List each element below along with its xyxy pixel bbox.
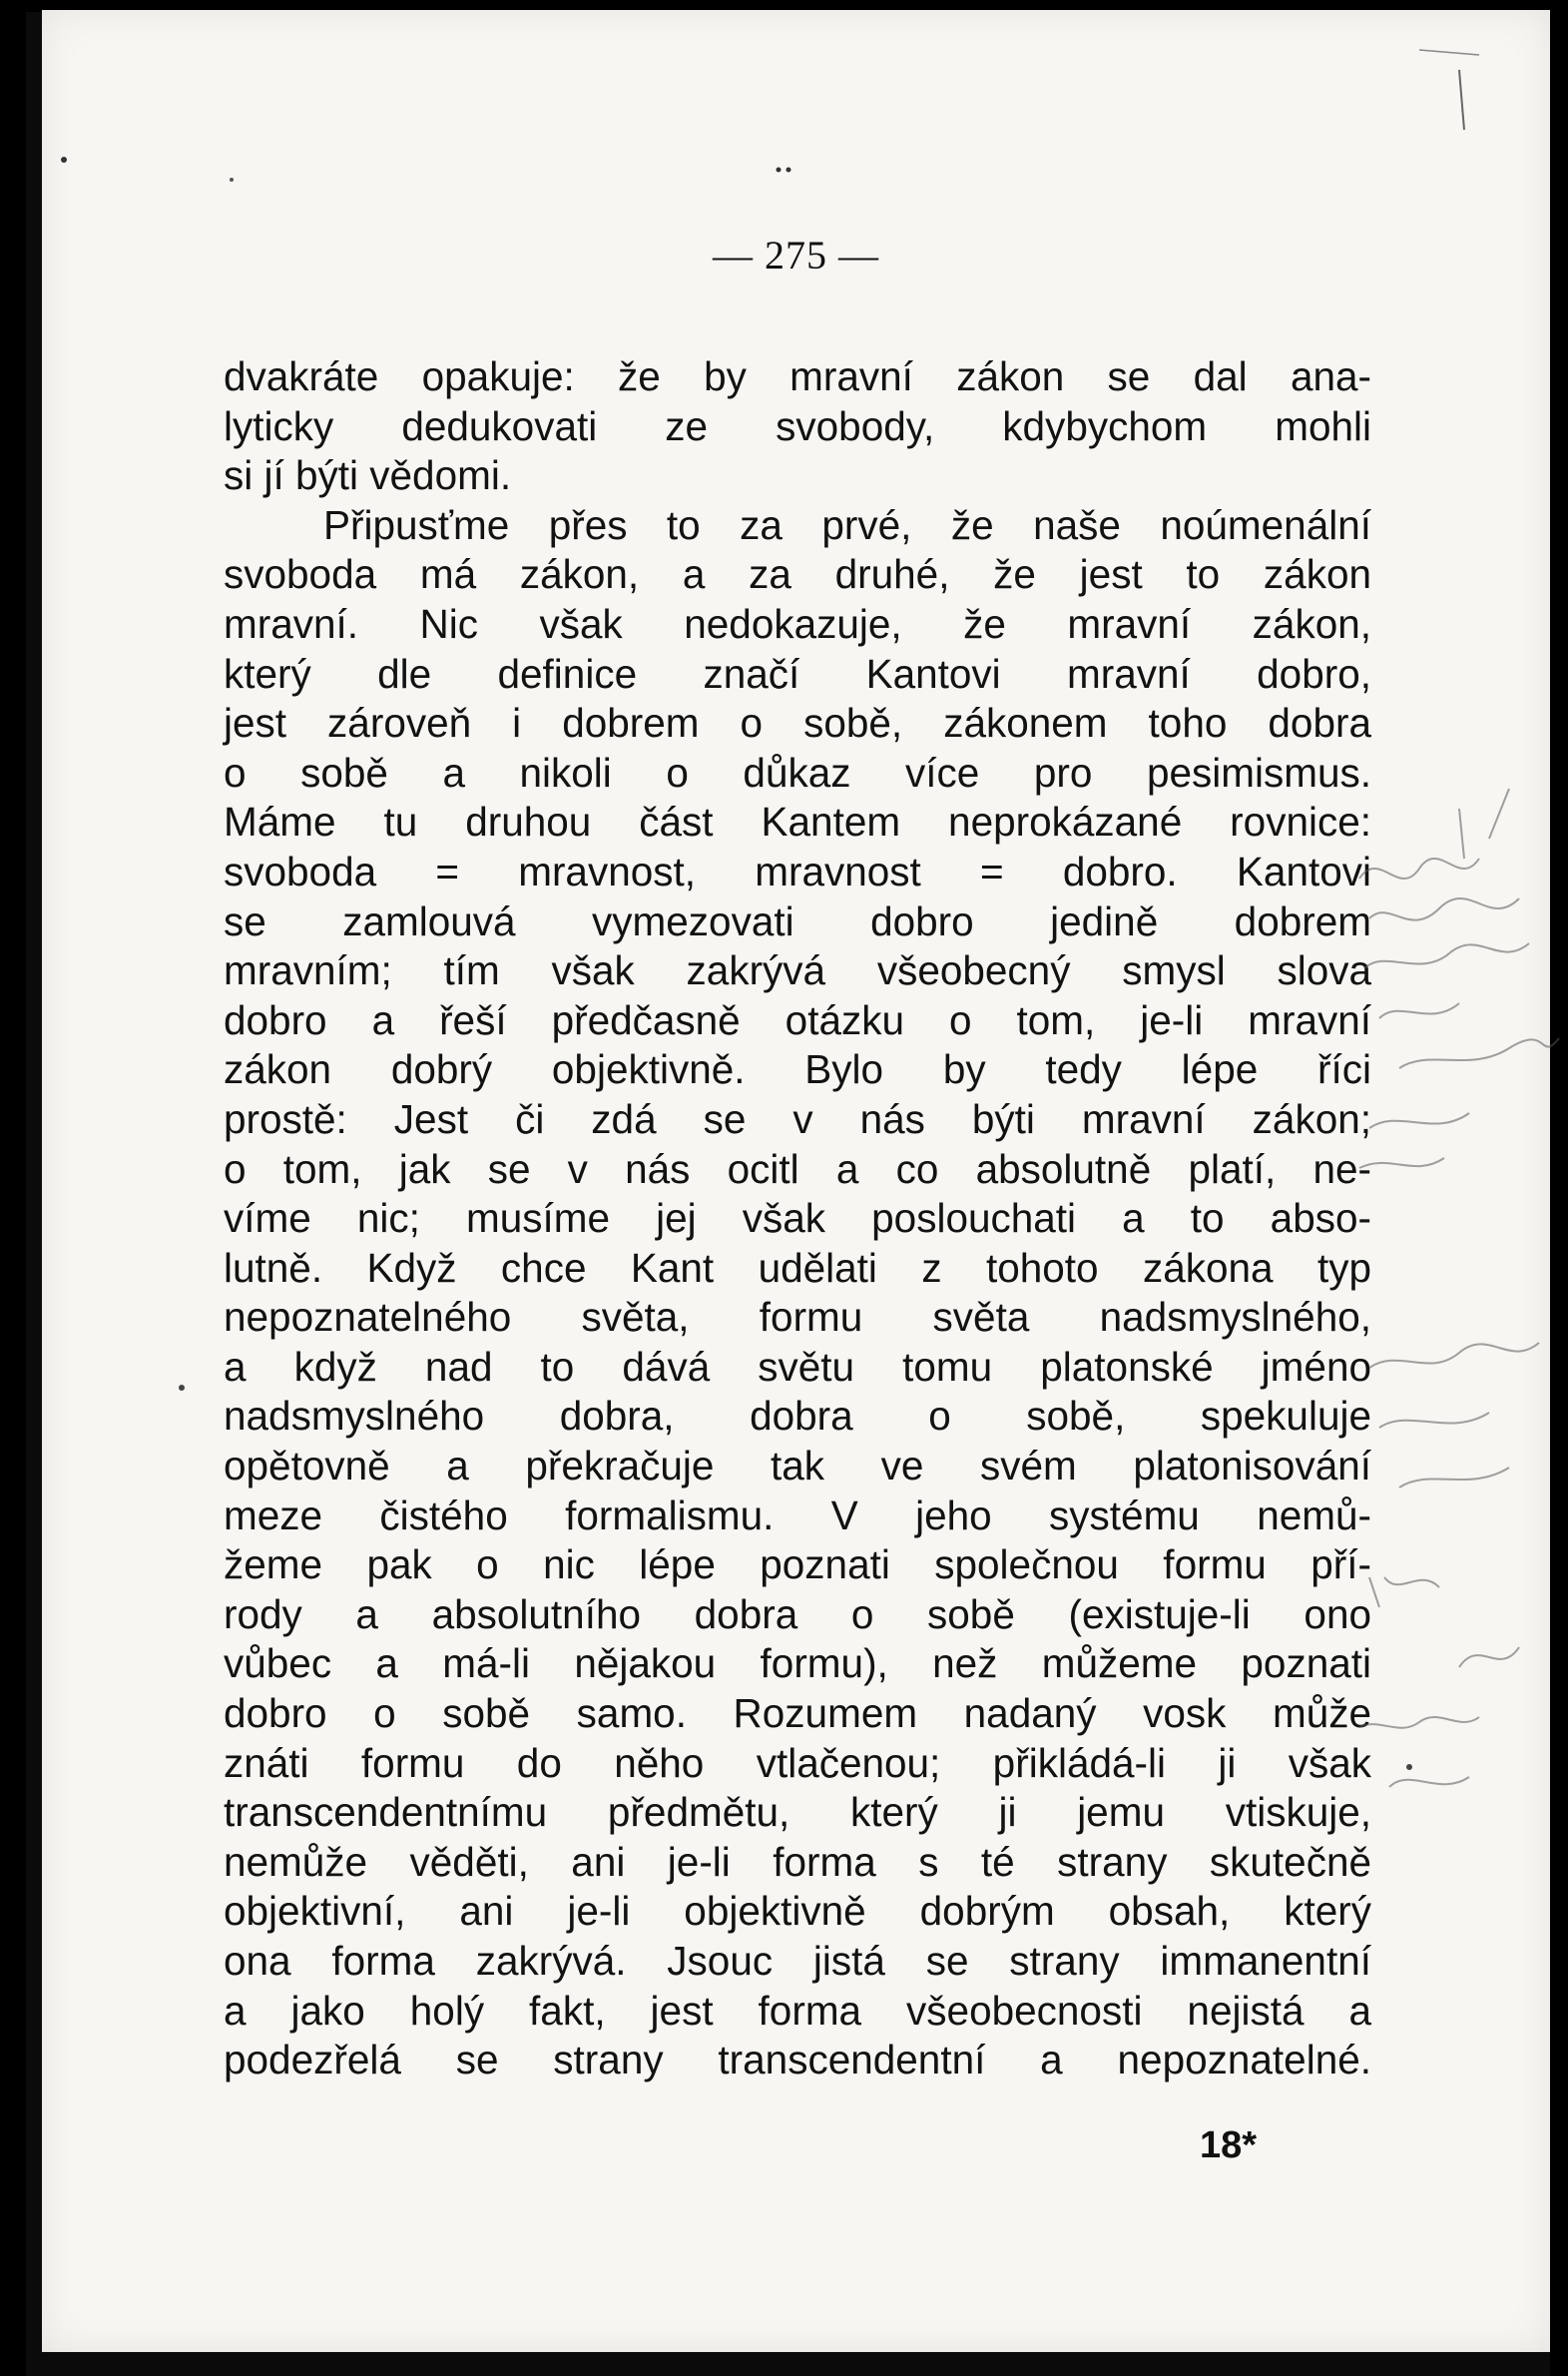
text-line: žeme pak o nic lépe poznati společnou formu pří- xyxy=(224,1541,1371,1588)
text-line: ona forma zakrývá. Jsouc jistá se strany immanentní xyxy=(224,1938,1371,1984)
text-line: Připusťme přes to za prvé, že naše noúmenální xyxy=(323,501,1371,548)
text-line: nemůže věděti, ani je-li forma s té strany skutečně xyxy=(224,1838,1371,1885)
text-line: svoboda má zákon, a za druhé, že jest to zákon xyxy=(224,551,1371,598)
text-line: meze čistého formalismu. V jeho systému nemů- xyxy=(224,1491,1371,1538)
text-line: znáti formu do něho vtlačenou; přikládá-li ji však xyxy=(224,1739,1371,1786)
signature-mark: 18* xyxy=(1200,2124,1258,2166)
text-line: o tom, jak se v nás ocitl a co absolutně platí, ne- xyxy=(224,1145,1371,1192)
book-page xyxy=(42,10,1550,2352)
text-line: mravním; tím však zakrývá všeobecný smysl slova xyxy=(224,947,1371,994)
page-number: — 275 — xyxy=(713,233,879,278)
text-line: prostě: Jest či zdá se v nás býti mravní zákon; xyxy=(224,1095,1371,1142)
text-line: lutně. Když chce Kant udělati z tohoto zákona typ xyxy=(224,1244,1371,1291)
text-line: opětovně a překračuje tak ve svém platonisování xyxy=(224,1443,1371,1489)
text-line: víme nic; musíme jej však poslouchati a to abso- xyxy=(224,1195,1371,1242)
text-line: svoboda = mravnost, mravnost = dobro. Kantovi xyxy=(224,848,1371,894)
text-line: dvakráte opakuje: že by mravní zákon se dal ana- xyxy=(224,353,1371,399)
scan-left-border xyxy=(0,0,26,2376)
text-line: rody a absolutního dobra o sobě (existuje-li ono xyxy=(224,1590,1371,1637)
text-line: zákon dobrý objektivně. Bylo by tedy lépe říci xyxy=(224,1046,1371,1093)
text-line: transcendentnímu předmětu, který ji jemu vtiskuje, xyxy=(224,1789,1371,1836)
text-line: a když nad to dává světu tomu platonské jméno xyxy=(224,1343,1371,1390)
text-line: objektivní, ani je-li objektivně dobrým obsah, který xyxy=(224,1888,1371,1935)
text-line: si jí býti vědomi. xyxy=(224,452,512,499)
text-line: a jako holý fakt, jest forma všeobecnosti nejistá a xyxy=(224,1987,1371,2034)
text-line: který dle definice značí Kantovi mravní dobro, xyxy=(224,650,1371,697)
text-line: lyticky dedukovati ze svobody, kdybychom mohli xyxy=(224,402,1371,449)
text-line: o sobě a nikoli o důkaz více pro pesimismus. xyxy=(224,749,1371,796)
text-line: mravní. Nic však nedokazuje, že mravní zákon, xyxy=(224,600,1371,647)
text-line: podezřelá se strany transcendentní a nepoznatelné. xyxy=(224,2037,1371,2083)
text-line: nepoznatelného světa, formu světa nadsmyslného, xyxy=(224,1294,1371,1341)
text-line: se zamlouvá vymezovati dobro jedině dobrem xyxy=(224,897,1371,944)
text-line: dobro a řeší předčasně otázku o tom, je-li mravní xyxy=(224,996,1371,1043)
body-text xyxy=(224,352,1371,2085)
text-line: dobro o sobě samo. Rozumem nadaný vosk může xyxy=(224,1690,1371,1737)
text-line: vůbec a má-li nějakou formu), než můžeme poznati xyxy=(224,1640,1371,1687)
text-line: jest zároveň i dobrem o sobě, zákonem toho dobra xyxy=(224,700,1371,747)
scan-right-border xyxy=(1550,0,1568,2376)
text-line: Máme tu druhou část Kantem neprokázané rovnice: xyxy=(224,799,1371,846)
text-line: nadsmyslného dobra, dobra o sobě, spekuluje xyxy=(224,1393,1371,1440)
